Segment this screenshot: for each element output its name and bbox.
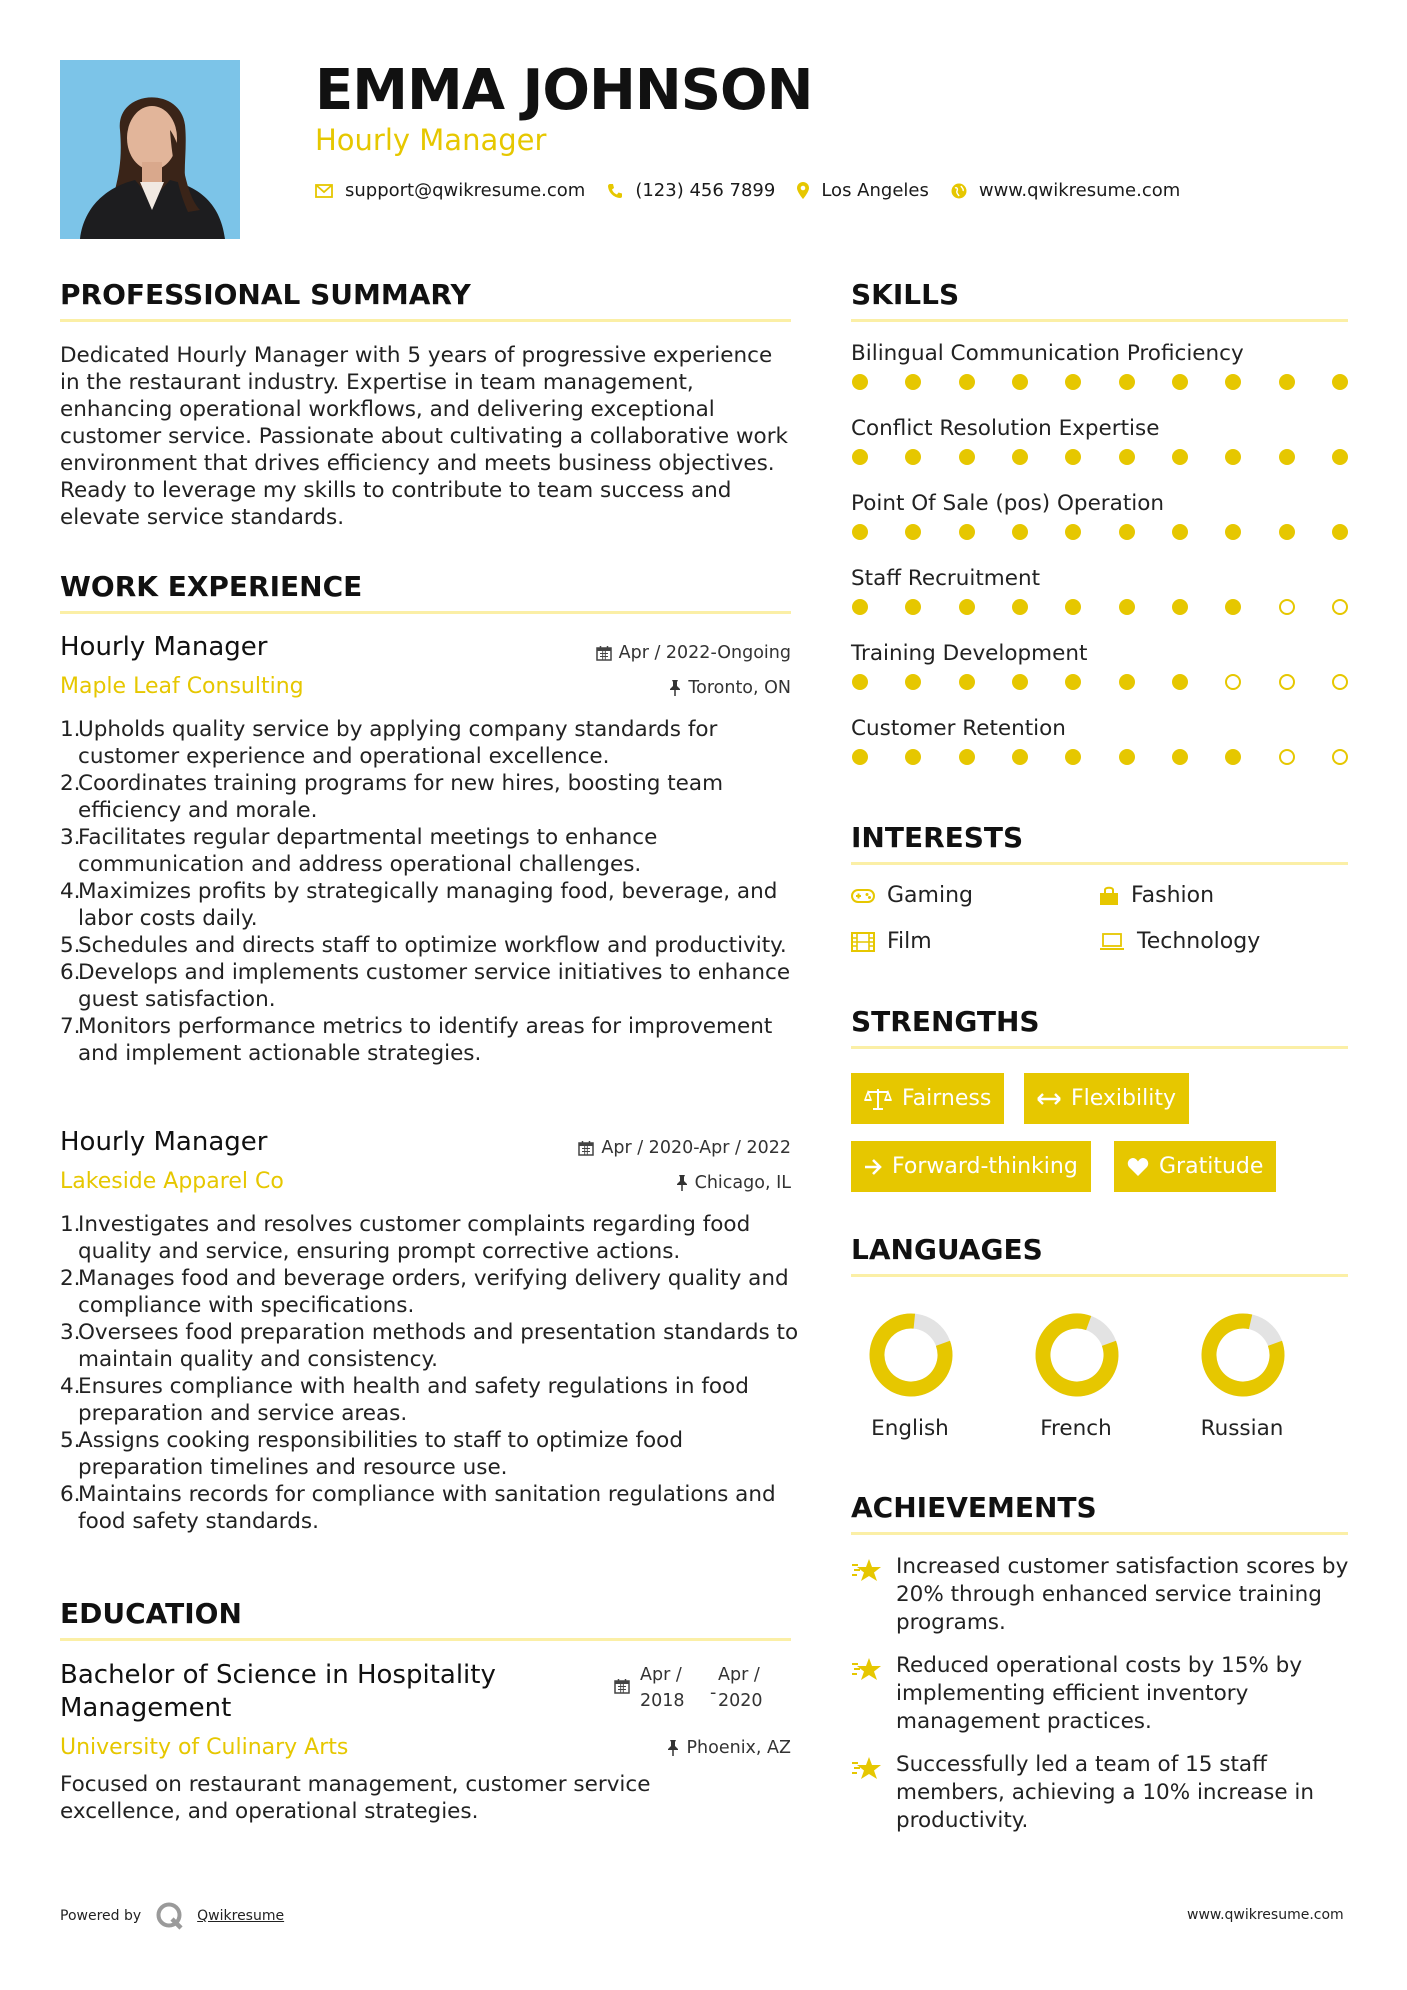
- arrow-right-icon: [864, 1158, 882, 1176]
- footer-powered-label: Powered by: [60, 1908, 142, 1924]
- interest-label: Fashion: [1131, 883, 1215, 908]
- list-item: 5. Schedules and directs staff to optimize workflow and productivity.: [60, 933, 787, 958]
- envelope-icon: [315, 184, 333, 198]
- footer-powered: [60, 1901, 284, 1931]
- list-item: 3. Oversees food preparation methods and presentation standards to maintain quality and consistency.: [60, 1320, 799, 1372]
- rating-dot-filled: [1172, 749, 1188, 765]
- job-title: Hourly Manager: [60, 1127, 268, 1157]
- list-item: 4. Maximizes profits by strategically managing food, beverage, and labor costs daily.: [60, 879, 778, 931]
- rating-dot-empty: [1332, 674, 1348, 690]
- languages-rule: [851, 1274, 1348, 1277]
- rating-dot-filled: [905, 449, 921, 465]
- strength-label: Forward-thinking: [892, 1154, 1078, 1179]
- rating-dot-filled: [959, 449, 975, 465]
- pushpin-icon: [669, 680, 681, 696]
- education-description: Focused on restaurant management, customer service excellence, and operational strategies.: [60, 1772, 651, 1824]
- experience-rule: [60, 611, 791, 614]
- education-start-year: 2018: [640, 1691, 685, 1711]
- degree-line2: Management: [60, 1693, 232, 1723]
- language-donut-fill: [867, 1311, 954, 1398]
- arrows-horizontal-icon: [1037, 1092, 1061, 1106]
- skill-rating: [852, 449, 1348, 465]
- rating-dot-filled: [1012, 524, 1028, 540]
- rating-dot-filled: [1119, 449, 1135, 465]
- list-item: 2. Manages food and beverage orders, verifying delivery quality and compliance with specifications.: [60, 1266, 789, 1318]
- rating-dot-filled: [852, 674, 868, 690]
- degree-line1: Bachelor of Science in Hospitality: [60, 1660, 496, 1690]
- rating-dot-filled: [905, 599, 921, 615]
- rating-dot-filled: [852, 449, 868, 465]
- contact-phone[interactable]: [607, 180, 775, 201]
- education-end-year: 2020: [718, 1691, 763, 1711]
- achievement-item: [851, 1656, 883, 1688]
- achievement-item: [851, 1755, 883, 1787]
- job-title: Hourly Manager: [60, 632, 268, 662]
- achievement-text: Increased customer satisfaction scores by 20% through enhanced service training programs.: [896, 1554, 1349, 1635]
- qwikresume-logo-icon: [155, 1901, 185, 1931]
- rating-dot-filled: [1065, 374, 1081, 390]
- rating-dot-filled: [905, 524, 921, 540]
- gamepad-icon: [851, 888, 875, 904]
- candidate-name: EMMA JOHNSON: [315, 58, 813, 123]
- interest-fashion: [1099, 883, 1214, 908]
- job-location: [480, 1173, 791, 1193]
- rating-dot-filled: [1172, 524, 1188, 540]
- education-heading: EDUCATION: [60, 1597, 242, 1630]
- strengths-heading: STRENGTHS: [851, 1005, 1040, 1038]
- skill-rating: [852, 674, 1348, 690]
- rating-dot-filled: [852, 749, 868, 765]
- candidate-title: Hourly Manager: [315, 123, 547, 157]
- strength-tag-gratitude: [1114, 1141, 1276, 1192]
- list-item: 4. Ensures compliance with health and safety regulations in food preparation and service areas.: [60, 1374, 749, 1426]
- skill-name: Customer Retention: [851, 716, 1066, 741]
- rating-dot-filled: [1172, 374, 1188, 390]
- job-dates: [480, 643, 791, 663]
- rating-dot-filled: [1119, 674, 1135, 690]
- skill-name: Conflict Resolution Expertise: [851, 416, 1160, 441]
- summary-heading: PROFESSIONAL SUMMARY: [60, 278, 471, 311]
- rating-dot-filled: [1279, 524, 1295, 540]
- strength-label: Flexibility: [1071, 1086, 1176, 1111]
- contact-phone-text: (123) 456 7899: [635, 180, 776, 201]
- rating-dot-filled: [1012, 674, 1028, 690]
- rating-dot-filled: [852, 524, 868, 540]
- rating-dot-filled: [905, 374, 921, 390]
- star-badge-icon: [851, 1656, 883, 1684]
- rating-dot-filled: [1012, 599, 1028, 615]
- rating-dot-empty: [1332, 599, 1348, 615]
- rating-dot-filled: [852, 599, 868, 615]
- rating-dot-filled: [959, 599, 975, 615]
- star-badge-icon: [851, 1755, 883, 1783]
- strengths-rule: [851, 1046, 1348, 1049]
- language-label-russian: Russian: [1200, 1416, 1284, 1441]
- skill-rating: [852, 524, 1348, 540]
- calendar-icon: [614, 1678, 630, 1694]
- rating-dot-filled: [959, 374, 975, 390]
- job-dates-text: Apr / 2020-Apr / 2022: [601, 1138, 791, 1158]
- language-label-french: French: [1040, 1416, 1112, 1441]
- experience-heading: WORK EXPERIENCE: [60, 570, 363, 603]
- footer-site[interactable]: www.qwikresume.com: [1187, 1907, 1344, 1923]
- list-item: 7. Monitors performance metrics to identify areas for improvement and implement actionable strategies.: [60, 1014, 773, 1066]
- skill-name: Point Of Sale (pos) Operation: [851, 491, 1165, 516]
- education-location-text: Phoenix, AZ: [686, 1738, 791, 1758]
- job-dates: [480, 1138, 791, 1158]
- rating-dot-filled: [1225, 449, 1241, 465]
- list-item: 1. Investigates and resolves customer complaints regarding food quality and service, ensuring prompt corrective actions.: [60, 1212, 751, 1264]
- list-item: 1. Upholds quality service by applying company standards for customer experience and operational excellence.: [60, 717, 718, 769]
- profile-photo: [60, 60, 240, 239]
- film-icon: [851, 932, 875, 952]
- education-start-month: Apr /: [640, 1665, 682, 1685]
- skills-heading: SKILLS: [851, 278, 960, 311]
- language-label-english: English: [871, 1416, 949, 1441]
- interest-label: Technology: [1137, 929, 1261, 954]
- phone-icon: [607, 183, 623, 199]
- rating-dot-filled: [1332, 374, 1348, 390]
- calendar-icon: [578, 1140, 594, 1156]
- rating-dot-filled: [959, 749, 975, 765]
- achievement-item: [851, 1557, 883, 1589]
- job-dates-text: Apr / 2022-Ongoing: [618, 643, 791, 663]
- achievements-heading: ACHIEVEMENTS: [851, 1491, 1097, 1524]
- achievement-text: Successfully led a team of 15 staff members, achieving a 10% increase in productivity.: [896, 1752, 1315, 1833]
- map-pin-icon: [797, 182, 809, 199]
- skill-name: Staff Recruitment: [851, 566, 1041, 591]
- strength-tag-forward-thinking: [851, 1141, 1091, 1192]
- list-item: 5. Assigns cooking responsibilities to staff to optimize food preparation timelines and resource use.: [60, 1428, 683, 1480]
- skill-rating: [852, 749, 1348, 765]
- list-item: 6. Maintains records for compliance with sanitation regulations and food safety standards.: [60, 1482, 776, 1534]
- job-bullets: [60, 716, 798, 1067]
- job-company: Maple Leaf Consulting: [60, 674, 304, 699]
- rating-dot-filled: [1119, 374, 1135, 390]
- contact-email[interactable]: [315, 180, 585, 201]
- education-start: [640, 1662, 685, 1714]
- rating-dot-filled: [959, 674, 975, 690]
- rating-dot-empty: [1279, 599, 1295, 615]
- rating-dot-filled: [1065, 674, 1081, 690]
- globe-icon: [951, 183, 967, 199]
- rating-dot-empty: [1332, 749, 1348, 765]
- list-item: 2. Coordinates training programs for new hires, boosting team efficiency and morale.: [60, 771, 724, 823]
- interest-label: Gaming: [887, 883, 973, 908]
- interests-rule: [851, 862, 1348, 865]
- rating-dot-filled: [1225, 524, 1241, 540]
- contact-location: [797, 180, 929, 201]
- job-company: Lakeside Apparel Co: [60, 1169, 284, 1194]
- skill-rating: [852, 599, 1348, 615]
- rating-dot-filled: [1119, 749, 1135, 765]
- skills-rule: [851, 319, 1348, 322]
- rating-dot-filled: [1012, 449, 1028, 465]
- achievement-text: Reduced operational costs by 15% by implementing efficient inventory management practices.: [896, 1653, 1303, 1734]
- summary-text: Dedicated Hourly Manager with 5 years of progressive experience in the restaurant industry. Expertise in team management, enhancing operational workflows, and delivering exceptional customer service. Passionate about cultivating a collaborative work environment that drives efficiency and meets business objectives. Ready to leverage my skills to contribute to team success and elevate service standards.: [60, 343, 788, 530]
- contact-email-text: support@qwikresume.com: [345, 180, 586, 201]
- rating-dot-filled: [1225, 374, 1241, 390]
- rating-dot-filled: [1172, 674, 1188, 690]
- list-item: 3. Facilitates regular departmental meetings to enhance communication and address operational challenges.: [60, 825, 658, 877]
- strength-label: Gratitude: [1159, 1154, 1264, 1179]
- star-badge-icon: [851, 1557, 883, 1585]
- education-school: University of Culinary Arts: [60, 1735, 349, 1760]
- language-donuts: [851, 1300, 1348, 1420]
- education-end-month: Apr /: [718, 1665, 760, 1685]
- laptop-icon: [1099, 933, 1125, 951]
- list-item: 6. Develops and implements customer service initiatives to enhance guest satisfaction.: [60, 960, 791, 1012]
- rating-dot-filled: [1119, 599, 1135, 615]
- rating-dot-filled: [1332, 449, 1348, 465]
- balance-scale-icon: [864, 1088, 892, 1110]
- summary-rule: [60, 319, 791, 322]
- language-donut-fill: [1033, 1311, 1120, 1398]
- rating-dot-filled: [1065, 524, 1081, 540]
- interest-technology: [1099, 929, 1260, 954]
- strength-tag-fairness: [851, 1073, 1004, 1124]
- footer-brand-link[interactable]: Qwikresume: [197, 1908, 285, 1924]
- strength-tag-flexibility: [1024, 1073, 1189, 1124]
- interest-gaming: [851, 883, 973, 908]
- education-rule: [60, 1638, 791, 1641]
- education-location: [480, 1738, 791, 1758]
- rating-dot-filled: [1172, 449, 1188, 465]
- achievements-rule: [851, 1532, 1348, 1535]
- rating-dot-filled: [1065, 449, 1081, 465]
- language-donut-fill: [1199, 1311, 1286, 1398]
- contact-website-text: www.qwikresume.com: [978, 180, 1181, 201]
- shopping-bag-icon: [1099, 886, 1119, 906]
- job-location-text: Chicago, IL: [694, 1173, 791, 1193]
- rating-dot-filled: [905, 749, 921, 765]
- rating-dot-filled: [905, 674, 921, 690]
- education-end: [718, 1662, 763, 1714]
- education-date-dash: -: [710, 1683, 717, 1703]
- rating-dot-filled: [852, 374, 868, 390]
- job-location-text: Toronto, ON: [688, 678, 791, 698]
- rating-dot-filled: [1172, 599, 1188, 615]
- rating-dot-empty: [1279, 674, 1295, 690]
- contact-row: [315, 180, 1202, 201]
- job-location: [480, 678, 791, 698]
- contact-location-text: Los Angeles: [821, 180, 929, 201]
- pushpin-icon: [667, 1740, 679, 1756]
- interest-film: [851, 929, 932, 954]
- rating-dot-filled: [1119, 524, 1135, 540]
- job-bullets: [60, 1211, 808, 1535]
- contact-website[interactable]: [951, 180, 1180, 201]
- rating-dot-empty: [1279, 749, 1295, 765]
- interests-heading: INTERESTS: [851, 821, 1024, 854]
- skill-rating: [852, 374, 1348, 390]
- rating-dot-filled: [1225, 749, 1241, 765]
- languages-heading: LANGUAGES: [851, 1233, 1043, 1266]
- rating-dot-filled: [959, 524, 975, 540]
- interest-label: Film: [887, 929, 932, 954]
- heart-icon: [1127, 1157, 1149, 1177]
- rating-dot-filled: [1332, 524, 1348, 540]
- rating-dot-filled: [1065, 599, 1081, 615]
- calendar-icon: [596, 645, 612, 661]
- rating-dot-empty: [1225, 674, 1241, 690]
- strength-label: Fairness: [902, 1086, 992, 1111]
- skill-name: Training Development: [851, 641, 1088, 666]
- rating-dot-filled: [1279, 374, 1295, 390]
- skill-name: Bilingual Communication Proficiency: [851, 341, 1244, 366]
- rating-dot-filled: [1279, 449, 1295, 465]
- rating-dot-filled: [1012, 749, 1028, 765]
- rating-dot-filled: [1012, 374, 1028, 390]
- rating-dot-filled: [1225, 599, 1241, 615]
- pushpin-icon: [676, 1175, 688, 1191]
- rating-dot-filled: [1065, 749, 1081, 765]
